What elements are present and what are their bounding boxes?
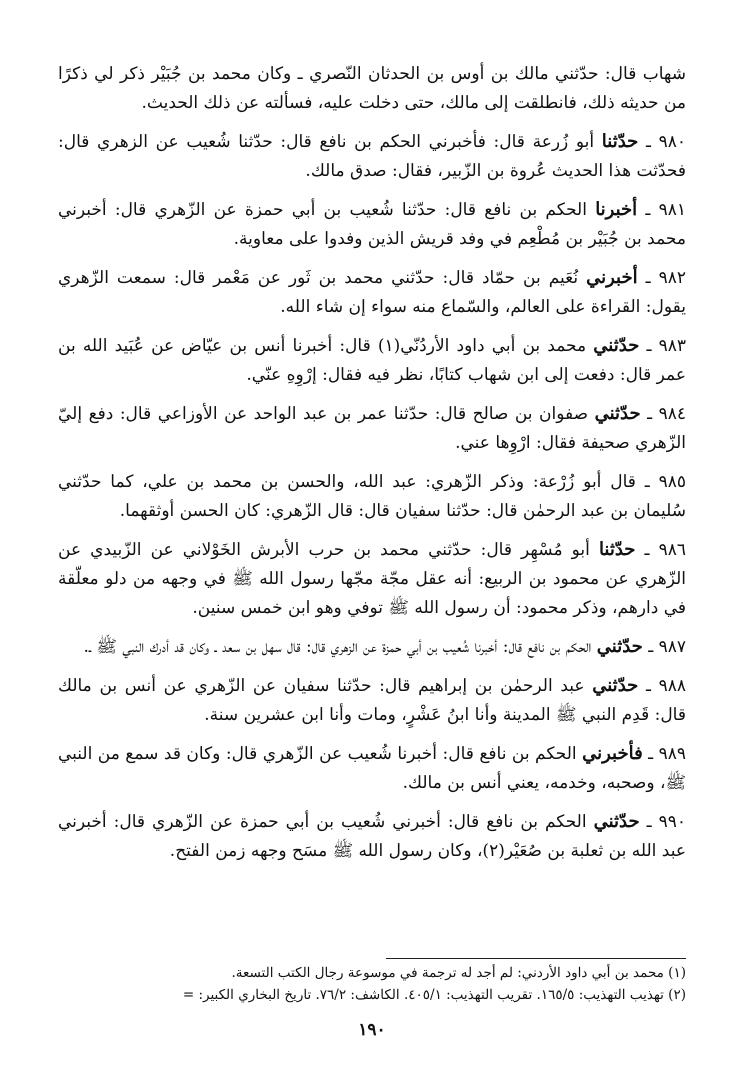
- hadith-number: ٩٨٥ ـ: [644, 472, 686, 492]
- hadith-981: [58, 195, 686, 254]
- paragraph-text: شهاب قال: حدّثني مالك بن أوس بن الحدثان النّصري ـ وكان محمد بن جُبَيْر ذكر لي ذكرًا من حديثه ذلك، فانطلقت إلى مالك، حتى دخلت عليه، فسألته عن ذلك الحديث.: [58, 64, 686, 113]
- hadith-980: [58, 127, 686, 186]
- paragraph-text: الحكم بن نافع قال: أخبرنا شُعيب بن أبي حمزة عن الزهري قال: قال سهل بن سعد ـ وكان قد أدرك النبي ﷺ ـ.: [83, 637, 592, 657]
- paragraph-text: محمد بن أبي داود الأردُنّي(١) قال: أخبرنا أنس بن عيّاض عن عُبَيد الله بن عمر قال: دفعت إلى ابن شهاب كتابًا، نظر فيه فقال: إرْوِهِ عنّي.: [58, 336, 686, 385]
- page-number: ١٩٠: [358, 1020, 386, 1040]
- hadith-number: ٩٨١ ـ: [645, 200, 687, 220]
- paragraph-text: نُعَيم بن حمّاد قال: حدّثني محمد بن ثَور عن مَعْمر قال: سمعت الزّهري يقول: القراءة على العالم، والسّماع منه سواء إن شاء الله.: [58, 268, 686, 317]
- hadith-985: [58, 467, 686, 526]
- hadith-number: ٩٨٠ ـ: [645, 132, 687, 152]
- paragraph-continuation: [58, 60, 686, 118]
- narration-keyword: أخبرنا: [595, 199, 638, 220]
- hadith-983: [58, 331, 686, 390]
- narration-keyword: فأخبرني: [582, 743, 643, 764]
- hadith-number: ٩٨٩ ـ: [648, 744, 687, 764]
- narration-keyword: حدّثنا: [601, 131, 639, 152]
- paragraph-text: أبو زُرعة قال: فأخبرني الحكم بن نافع قال: حدّثنا شُعيب عن الزهري قال: فحدّثت هذا الحديث عُروة بن الزّبير، فقال: صدق مالك.: [58, 132, 686, 181]
- narration-keyword: أخبرني: [586, 267, 638, 288]
- hadith-984: [58, 399, 686, 458]
- hadith-986: [58, 535, 686, 623]
- footnotes: [58, 962, 686, 1006]
- hadith-number: ٩٨٣ ـ: [646, 336, 687, 356]
- narration-keyword: حدّثني: [593, 811, 640, 832]
- hadith-987: [58, 632, 686, 662]
- paragraph-text: الحكم بن نافع قال: حدّثنا شُعيب بن أبي حمزة عن الزّهري قال: أخبرني محمد بن جُبَيْر بن مُطْعِم في وفد قريش الذين وفدوا على معاوية.: [58, 200, 686, 249]
- hadith-number: ٩٨٨ ـ: [645, 676, 687, 696]
- narration-keyword: حدّثنا: [598, 539, 636, 560]
- narration-keyword: حدّثني: [592, 675, 639, 696]
- narration-keyword: حدّثني: [593, 335, 640, 356]
- paragraph-text: عبد الرحمٰن بن إبراهيم قال: حدّثنا سفيان عن الزّهري عن أنس بن مالك قال: قَدِم النبي ﷺ المدينة وأنا ابنُ عَشْرٍ، ومات وأنا ابن عشرين سنة.: [58, 676, 686, 725]
- paragraph-text: أبو مُسْهِر قال: حدّثني محمد بن حرب الأبرش الخَوْلاني عن الزّبيدي عن الزّهري عن محمود بن الربيع: أنه عقل مجّة مجّها رسول الله ﷺ في وجهه من دلو معلّقة في دارهم، وذكر محمود: أن رسول الله ﷺ توفي وهو ابن خمس سنين.: [58, 540, 686, 618]
- paragraph-text: قال أبو زُرْعة: وذكر الزّهري: عبد الله، والحسن بن محمد بن علي، كما حدّثني سُليمان بن عبد الرحمٰن قال: حدّثنا سفيان قال: قال الزّهري: كان الحسن أوثقهما.: [58, 472, 686, 521]
- main-text: [58, 60, 686, 866]
- paragraph-text: الحكم بن نافع قال: أخبرنا شُعيب عن الزّهري قال: وكان قد سمع من النبي ﷺ، وصحبه، وخدمه، يعني أنس بن مالك.: [58, 744, 686, 793]
- hadith-number: ٩٨٦ ـ: [644, 540, 686, 560]
- hadith-982: [58, 263, 686, 322]
- paragraph-text: صفوان بن صالح قال: حدّثنا عمر بن عبد الواحد عن الأوزاعي قال: دفع إليّ الزّهري صحيفة فقال: ارْوِها عني.: [58, 404, 686, 453]
- hadith-number: ٩٨٤ ـ: [647, 404, 687, 424]
- narration-keyword: حدّثني: [594, 403, 641, 424]
- footnote-2: (٢) تهذيب التهذيب: ١٦٥/٥. تقريب التهذيب: ٤٠٥/١. الكاشف: ٧٦/٢. تاريخ البخاري الكبير: =: [182, 987, 686, 1003]
- hadith-number: ٩٩٠ ـ: [646, 812, 686, 832]
- hadith-990: [58, 807, 686, 866]
- hadith-988: [58, 671, 686, 730]
- footnote-divider: [386, 958, 686, 959]
- narration-keyword: حدّثني: [596, 636, 643, 657]
- hadith-number: ٩٨٢ ـ: [645, 268, 686, 288]
- hadith-number: ٩٨٧ ـ: [648, 637, 686, 657]
- hadith-989: [58, 739, 686, 798]
- paragraph-text: الحكم بن نافع قال: أخبرني شُعيب بن أبي حمزة عن الزّهري قال: أخبرني عبد الله بن ثعلبة بن صُعَيْر(٢)، وكان رسول الله ﷺ مسَح وجهه زمن الفتح.: [58, 812, 686, 861]
- footnote-1: (١) محمد بن أبي داود الأردني: لم أجد له ترجمة في موسوعة رجال الكتب التسعة.: [231, 965, 686, 981]
